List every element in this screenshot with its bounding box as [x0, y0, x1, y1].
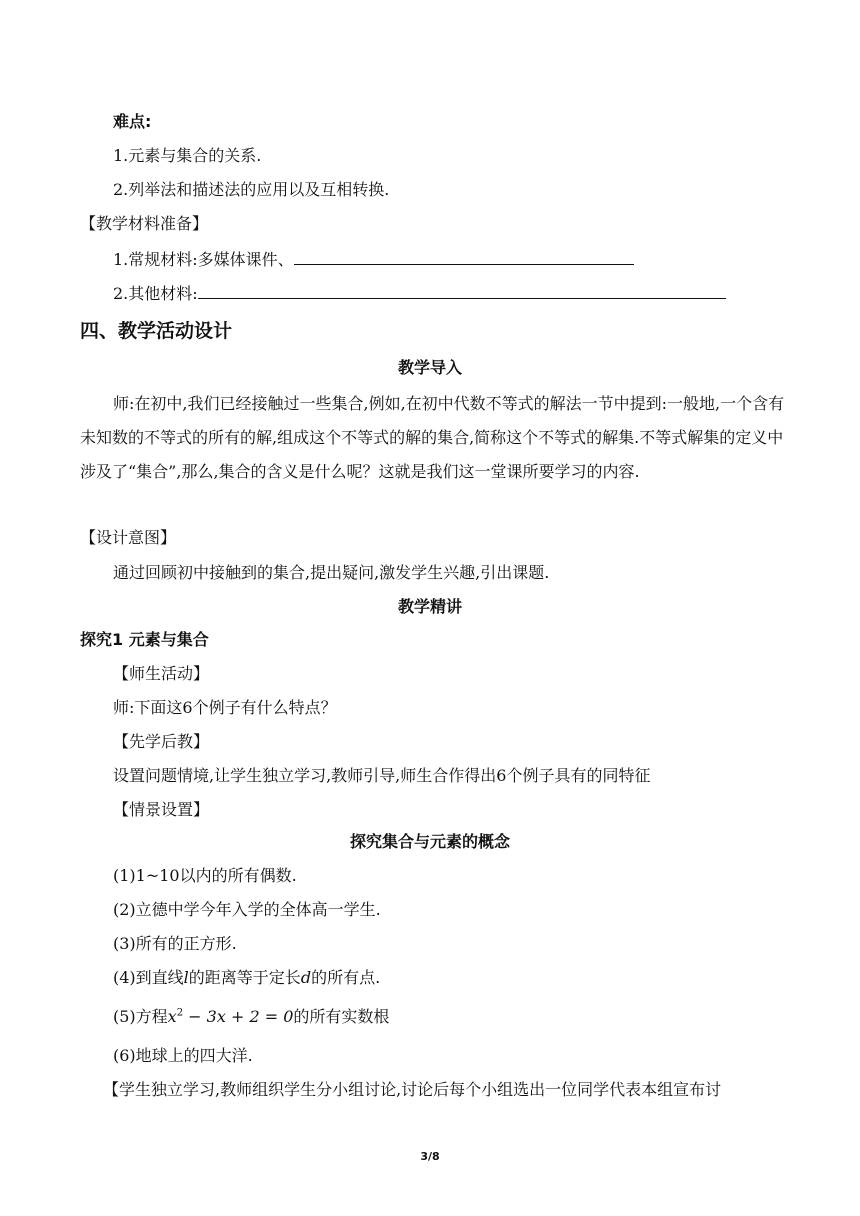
discussion-line: 【学生独立学习,教师组织学生分小组讨论,讨论后每个小组选出一位同学代表本组宣布讨 — [103, 1080, 722, 1099]
materials-common-label: 1.常规材料:多媒体课件、 — [113, 250, 294, 269]
activity-text: 师:下面这6个例子有什么特点？ — [113, 698, 337, 717]
intent-text: 通过回顾初中接触到的集合,提出疑问,激发学生兴趣,引出课题. — [113, 563, 550, 582]
example-5-part-b: 的所有实数根 — [293, 1007, 390, 1026]
example-4-var-l: l — [183, 968, 189, 987]
example-2: (2)立德中学今年入学的全体高一学生. — [113, 900, 381, 919]
lecture-title: 教学精讲 — [397, 597, 462, 616]
example-4-part-b: 的距离等于定长 — [188, 968, 301, 987]
materials-other-blank — [198, 282, 726, 299]
example-5-eq-x: x — [167, 1007, 177, 1026]
materials-heading: 【教学材料准备】 — [80, 214, 209, 233]
materials-common-blank — [294, 248, 634, 265]
materials-other — [113, 282, 726, 305]
example-6: (6)地球上的四大洋. — [113, 1046, 253, 1065]
example-4-part-a: (4)到直线 — [113, 968, 184, 987]
example-4 — [113, 967, 380, 989]
difficulty-item-1: 1.元素与集合的关系. — [113, 146, 262, 165]
explore-title: 探究1 元素与集合 — [80, 630, 209, 649]
concept-title: 探究集合与元素的概念 — [349, 832, 510, 851]
example-5-eq-rest: − 3x + 2 = 0 — [183, 1007, 294, 1026]
example-3: (3)所有的正方形. — [113, 934, 237, 953]
activity-heading: 【师生活动】 — [113, 664, 210, 683]
learnfirst-heading: 【先学后教】 — [113, 732, 210, 751]
page-number: 3/8 — [420, 1150, 440, 1163]
example-5 — [113, 1006, 389, 1028]
example-1: (1)1~10以内的所有偶数. — [113, 866, 297, 885]
difficulty-heading: 难点: — [113, 112, 152, 131]
materials-other-label: 2.其他材料: — [113, 284, 198, 303]
example-4-var-d: d — [300, 968, 312, 987]
intent-heading: 【设计意图】 — [80, 528, 177, 547]
intro-title: 教学导入 — [397, 358, 462, 377]
example-5-eq-sup: 2 — [176, 1007, 184, 1019]
example-5-part-a: (5)方程 — [113, 1007, 168, 1026]
difficulty-item-2: 2.列举法和描述法的应用以及互相转换. — [113, 180, 390, 199]
section-4-title: 四、教学活动设计 — [80, 320, 233, 342]
example-4-part-c: 的所有点. — [311, 968, 381, 987]
scenario-heading: 【情景设置】 — [113, 800, 210, 819]
learnfirst-text: 设置问题情境,让学生独立学习,教师引导,师生合作得出6个例子具有的同特征 — [113, 766, 651, 785]
intro-text: 师:在初中,我们已经接触过一些集合,例如,在初中代数不等式的解法一节中提到:一般地,一个含有未知数的不等式的所有的解,组成这个不等式的解的集合,简称这个不等式的解集.不等式解集的定义中涉及了“集合”,那么,集合的含义是什么呢？这就是我们这一堂课所要学习的内容. — [80, 394, 785, 481]
materials-common — [113, 248, 634, 271]
